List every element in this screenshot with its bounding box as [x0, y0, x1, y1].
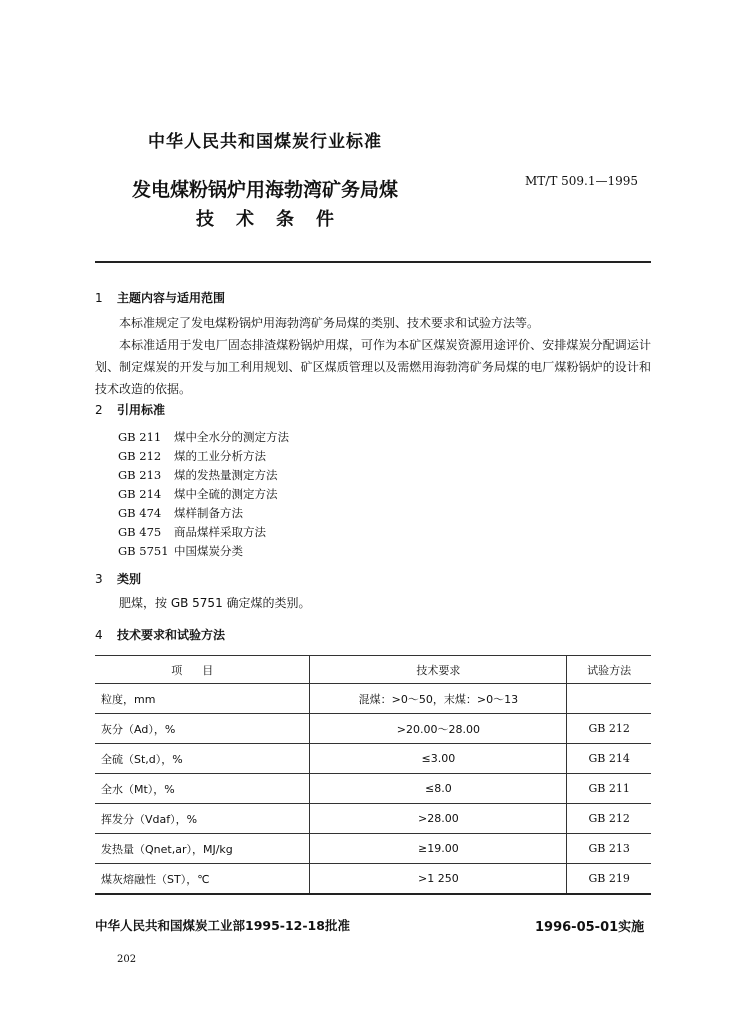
requirements-table	[95, 655, 651, 894]
reference-name: 煤的工业分析方法	[174, 449, 266, 463]
section-4-heading	[95, 626, 225, 643]
column-header-requirement: 技术要求	[310, 656, 567, 684]
table-header-row	[95, 656, 651, 684]
paragraph: 肥煤，按 GB 5751 确定煤的类别。	[119, 596, 311, 610]
reference-code: GB 212	[118, 449, 162, 463]
section-title: 引用标准	[117, 403, 166, 417]
requirement-cell: >28.00	[310, 804, 567, 834]
section-3-heading	[95, 570, 141, 587]
requirement-cell: >20.00～28.00	[310, 714, 567, 744]
reference-item	[118, 543, 243, 559]
item-cell: 粒度，mm	[95, 684, 310, 714]
document-title: 发电煤粉锅炉用海勃湾矿务局煤	[131, 179, 398, 201]
reference-name: 煤中全水分的测定方法	[174, 430, 289, 444]
requirement-cell: >1 250	[310, 864, 567, 894]
method-cell: GB 212	[567, 804, 651, 834]
section-title: 主题内容与适用范围	[117, 291, 226, 305]
column-header-item: 项目	[95, 656, 310, 684]
approval-text: 中华人民共和国煤炭工业部1995-12-18批准	[95, 918, 350, 933]
item-cell: 全硫（St,d），%	[95, 744, 310, 774]
item-cell: 发热量（Qnet,ar），MJ/kg	[95, 834, 310, 864]
reference-item	[118, 505, 243, 521]
item-cell: 全水（Mt），%	[95, 774, 310, 804]
reference-item	[118, 524, 266, 540]
section-number: 3	[95, 572, 103, 586]
item-cell: 挥发分（Vdaf），%	[95, 804, 310, 834]
reference-code: GB 475	[118, 525, 162, 539]
section-number: 1	[95, 291, 103, 305]
reference-name: 中国煤炭分类	[174, 544, 243, 558]
requirement-cell: 混煤：>0～50，末煤：>0～13	[310, 684, 567, 714]
reference-name: 煤中全硫的测定方法	[174, 487, 278, 501]
reference-code: GB 214	[118, 487, 162, 501]
method-cell: GB 211	[567, 774, 651, 804]
reference-code: GB 211	[118, 430, 162, 444]
reference-item	[118, 486, 278, 502]
table-row	[95, 834, 651, 864]
requirement-cell: ≥19.00	[310, 834, 567, 864]
table-row	[95, 774, 651, 804]
page-number: 202	[117, 954, 137, 965]
table-row	[95, 804, 651, 834]
footer-divider	[95, 893, 651, 895]
item-cell: 煤灰熔融性（ST），℃	[95, 864, 310, 894]
reference-name: 煤样制备方法	[174, 506, 243, 520]
item-cell: 灰分（Ad），%	[95, 714, 310, 744]
method-cell: GB 212	[567, 714, 651, 744]
table-row	[95, 864, 651, 894]
requirement-cell: ≤3.00	[310, 744, 567, 774]
header-divider	[95, 261, 651, 263]
method-cell: GB 214	[567, 744, 651, 774]
requirement-cell: ≤8.0	[310, 774, 567, 804]
table-row	[95, 684, 651, 714]
reference-code: GB 5751	[118, 544, 169, 558]
section-2-heading	[95, 401, 165, 418]
column-header-method: 试验方法	[567, 656, 651, 684]
paragraph: 本标准规定了发电煤粉锅炉用海勃湾矿务局煤的类别、技术要求和试验方法等。	[119, 316, 540, 330]
reference-item	[118, 448, 266, 464]
method-cell: GB 213	[567, 834, 651, 864]
effective-date: 1996-05-01实施	[535, 920, 645, 935]
section-3-body	[95, 592, 651, 614]
reference-item	[118, 467, 278, 483]
method-cell: GB 219	[567, 864, 651, 894]
section-title: 类别	[117, 572, 142, 586]
reference-name: 商品煤样采取方法	[174, 525, 266, 539]
section-1-heading	[95, 289, 225, 306]
reference-code: GB 213	[118, 468, 162, 482]
paragraph: 本标准适用于发电厂固态排渣煤粉锅炉用煤，可作为本矿区煤炭资源用途评价、安排煤炭分配调运计划、制定煤炭的开发与加工利用规划、矿区煤质管理以及需燃用海勃湾矿务局煤的电厂煤粉锅炉的设计和技术改造的依据。	[95, 338, 651, 396]
reference-item	[118, 429, 289, 445]
organization-heading: 中华人民共和国煤炭行业标准	[148, 132, 382, 152]
table-row	[95, 714, 651, 744]
reference-name: 煤的发热量测定方法	[174, 468, 278, 482]
standard-code: MT/T 509.1—1995	[525, 174, 639, 188]
section-title: 技术要求和试验方法	[117, 628, 226, 642]
document-subtitle: 技术条件	[196, 209, 356, 230]
table-row	[95, 744, 651, 774]
method-cell	[567, 684, 651, 714]
section-number: 4	[95, 628, 103, 642]
section-number: 2	[95, 403, 103, 417]
reference-code: GB 474	[118, 506, 162, 520]
section-1-body	[95, 312, 651, 400]
